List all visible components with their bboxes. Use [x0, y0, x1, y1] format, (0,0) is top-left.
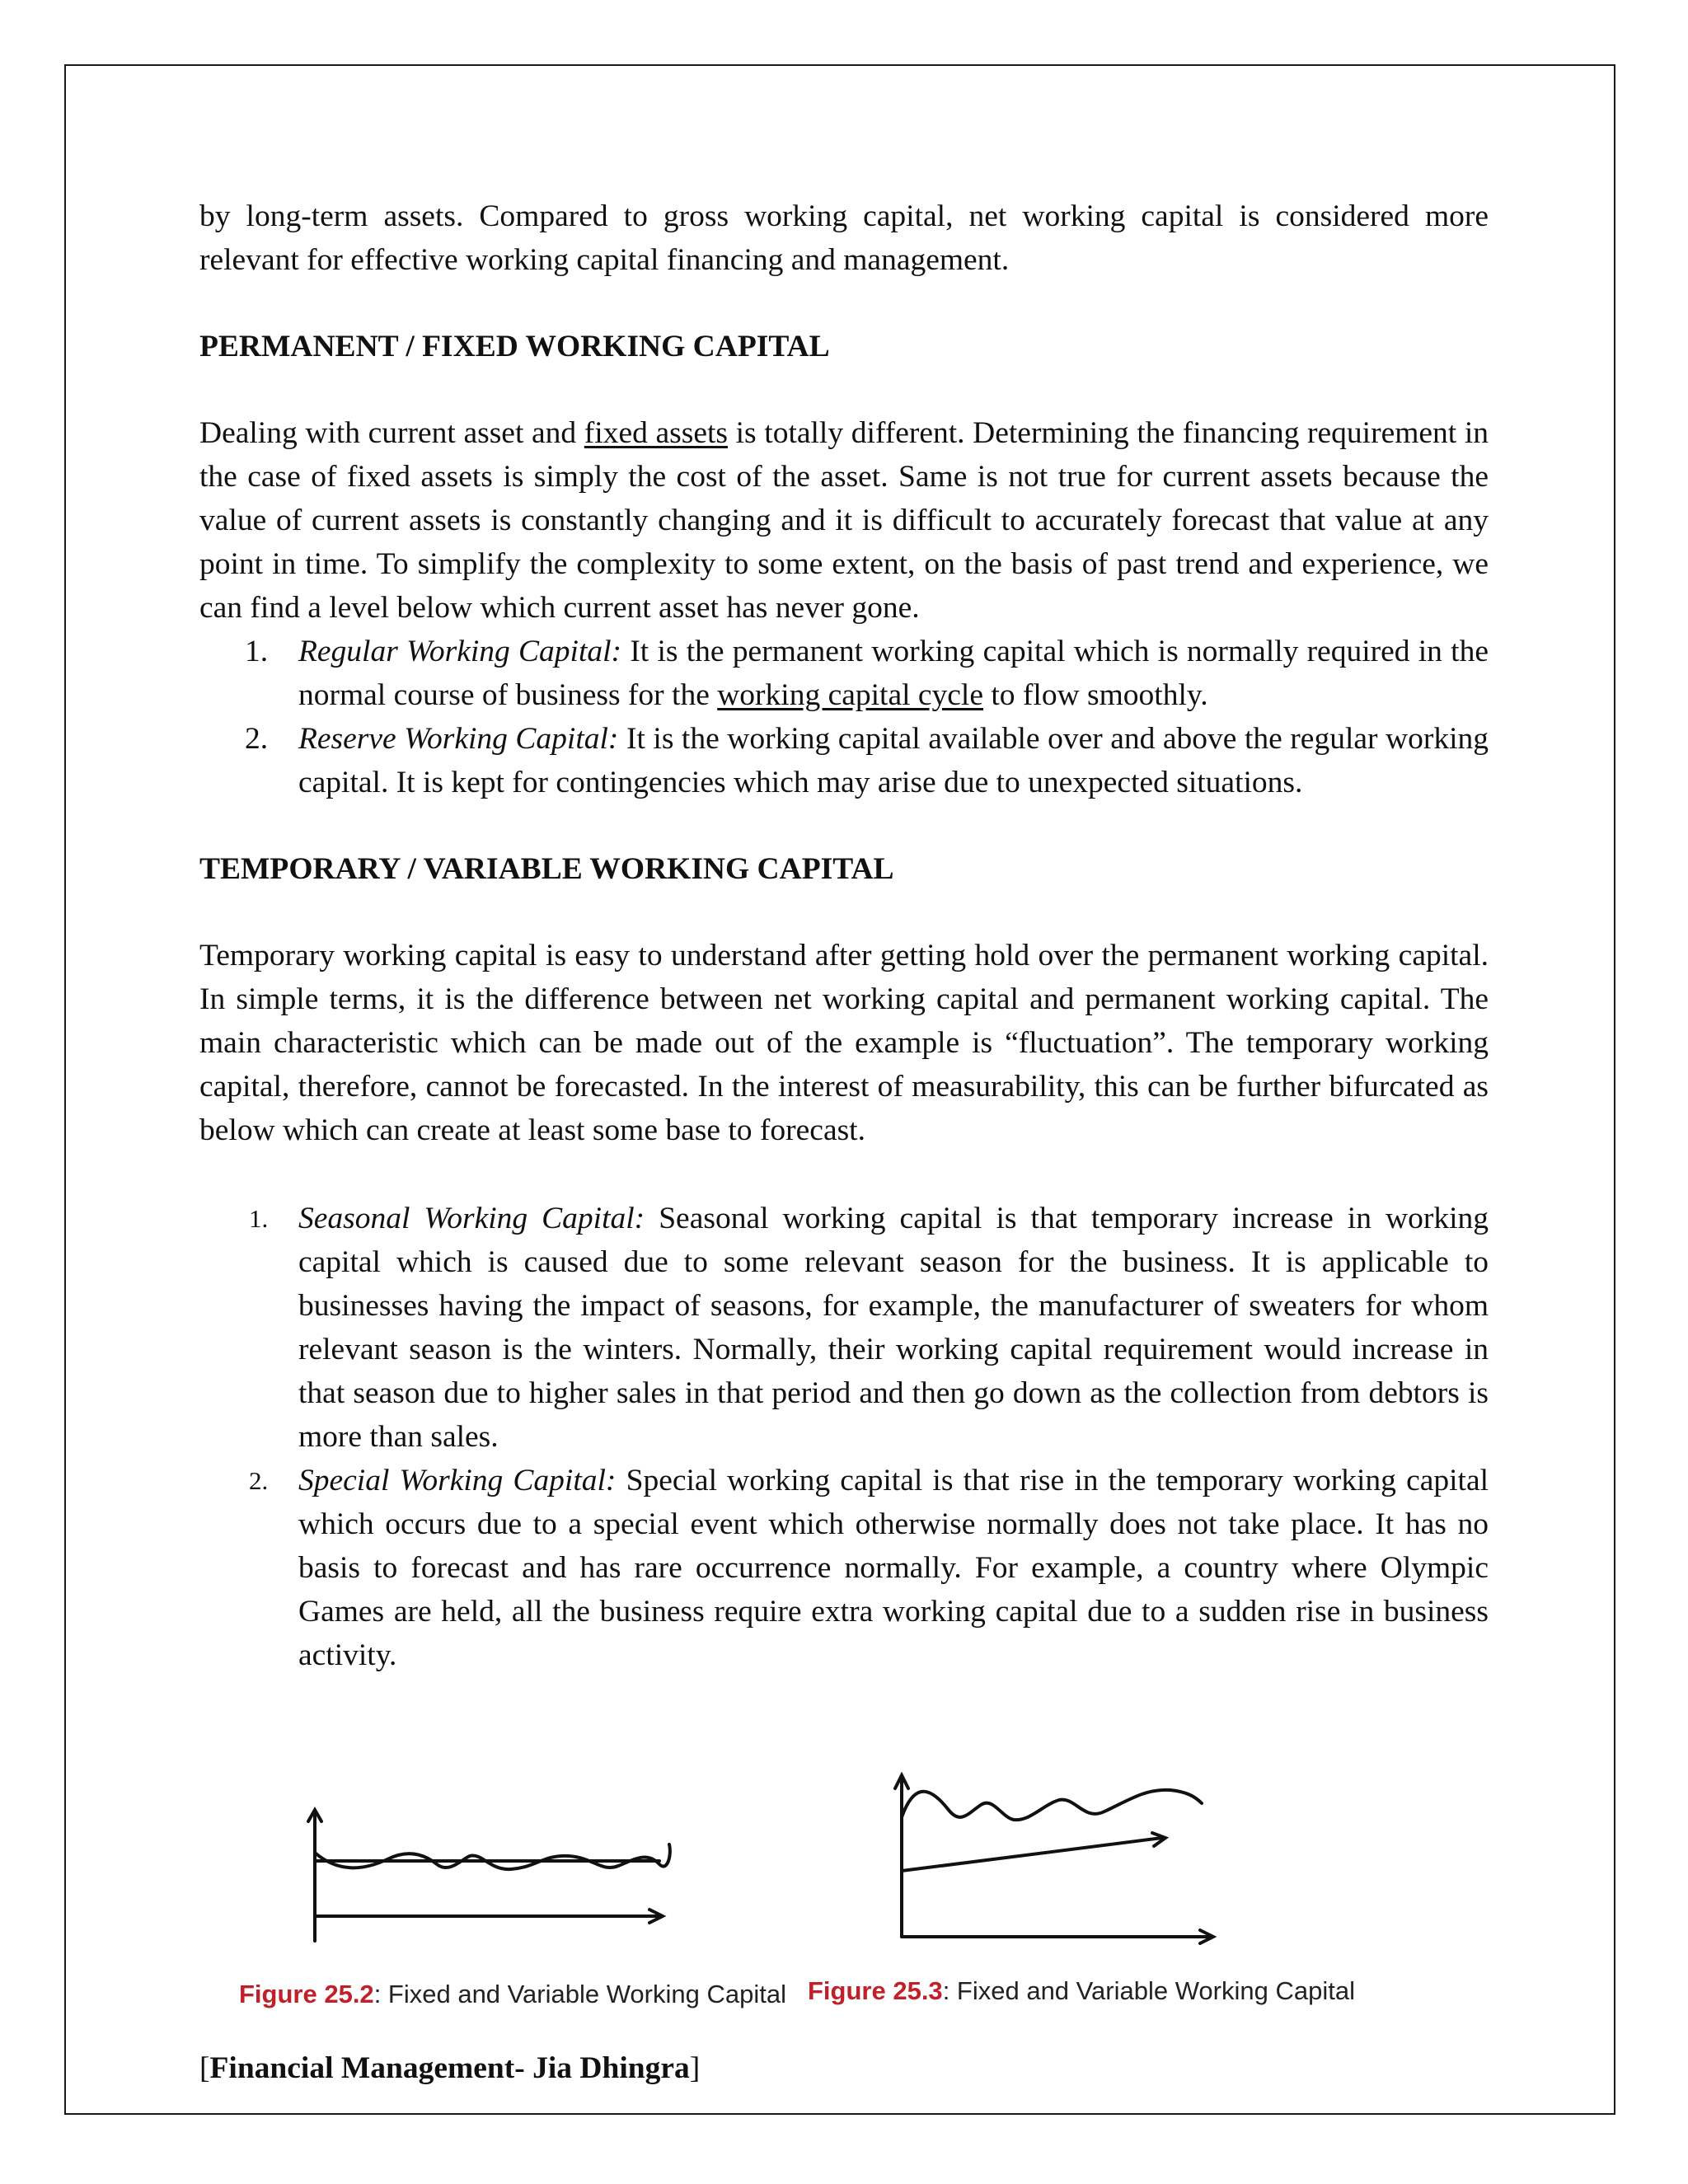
- figure-25-2-caption: Figure 25.2: Fixed and Variable Working Capital: [239, 1980, 786, 2008]
- list-number: 1.: [245, 635, 269, 668]
- footer-title: Financial Management- Jia Dhingra: [209, 2051, 690, 2085]
- intro-paragraph: by long-term assets. Compared to gross working capital, net working capital is considered more relevant for effective working capital financing and management.: [199, 199, 1489, 277]
- figure-25-3-caption: Figure 25.3: Fixed and Variable Working Capital: [808, 1976, 1355, 2005]
- list-number: 2.: [249, 1466, 269, 1495]
- list-text: Seasonal working capital is that temporary increase in working capital which is caused due to some relevant season for the business. It is applicable to businesses having the impact of seasons, for example, the manufacturer of sweaters for whom relevant season is the winters. Normally, their working capital requirement would increase in that season due to higher sales in that period and then go down as the collection from debtors is more than sales.: [298, 1202, 1489, 1454]
- heading-permanent-working-capital: PERMANENT / FIXED WORKING CAPITAL: [199, 330, 830, 363]
- list-item: [199, 717, 1489, 804]
- permanent-text-1: Dealing with current asset and: [199, 416, 577, 450]
- list-number: 1.: [249, 1204, 269, 1233]
- list-term: Special Working Capital:: [298, 1464, 617, 1497]
- list-text-end: to flow smoothly.: [991, 678, 1208, 712]
- footer-citation: [Financial Management- Jia Dhingra]: [199, 2051, 701, 2085]
- list-term: Seasonal Working Capital:: [298, 1202, 645, 1235]
- fixed-assets-link[interactable]: fixed assets: [584, 416, 728, 450]
- working-capital-cycle-link[interactable]: working capital cycle: [717, 678, 983, 712]
- list-text: It is the working capital available over and above the regular working capital. It is kept for contingencies which may arise due to unexpected situations.: [298, 722, 1489, 799]
- figure-25-3-graph: [890, 1772, 1220, 1945]
- list-term: Regular Working Capital:: [298, 635, 622, 668]
- temporary-list: [199, 1197, 1489, 1677]
- list-term: Reserve Working Capital:: [298, 722, 619, 756]
- list-number: 2.: [245, 722, 269, 756]
- permanent-paragraph: [199, 411, 1489, 630]
- permanent-list: [199, 630, 1489, 804]
- list-text: Special working capital is that rise in the temporary working capital which occurs due to a special event which otherwise normally does not take place. It has no basis to forecast and has rare occurrence normally. For example, a country where Olympic Games are held, all the business require extra working capital due to a sudden rise in business activity.: [298, 1464, 1489, 1672]
- list-item: [199, 630, 1489, 717]
- figures-row: [223, 1772, 1376, 2019]
- list-item: [199, 1459, 1489, 1677]
- heading-temporary-working-capital: TEMPORARY / VARIABLE WORKING CAPITAL: [199, 852, 894, 886]
- temporary-paragraph: Temporary working capital is easy to understand after getting hold over the permanent working capital. In simple terms, it is the difference between net working capital and permanent working capital. The main characteristic which can be made out of the example is “fluctuation”. The temporary working capital, therefore, cannot be forecasted. In the interest of measurability, this can be further bifurcated as below which can create at least some base to forecast.: [199, 939, 1489, 1147]
- document-body: [199, 194, 1489, 1677]
- list-text: It is the permanent working capital which is normally required in the normal course of business for the: [298, 635, 1489, 712]
- list-item: [199, 1197, 1489, 1459]
- permanent-text-2: is totally different. Determining the financing requirement in the case of fixed assets is simply the cost of the asset. Same is not true for current assets because the value of current assets is constantly changing and it is difficult to accurately forecast that value at any point in time. To simplify the complexity to some extent, on the basis of past trend and experience, we can find a level below which current asset has never gone.: [199, 416, 1489, 625]
- figure-25-2-graph: [305, 1805, 684, 1945]
